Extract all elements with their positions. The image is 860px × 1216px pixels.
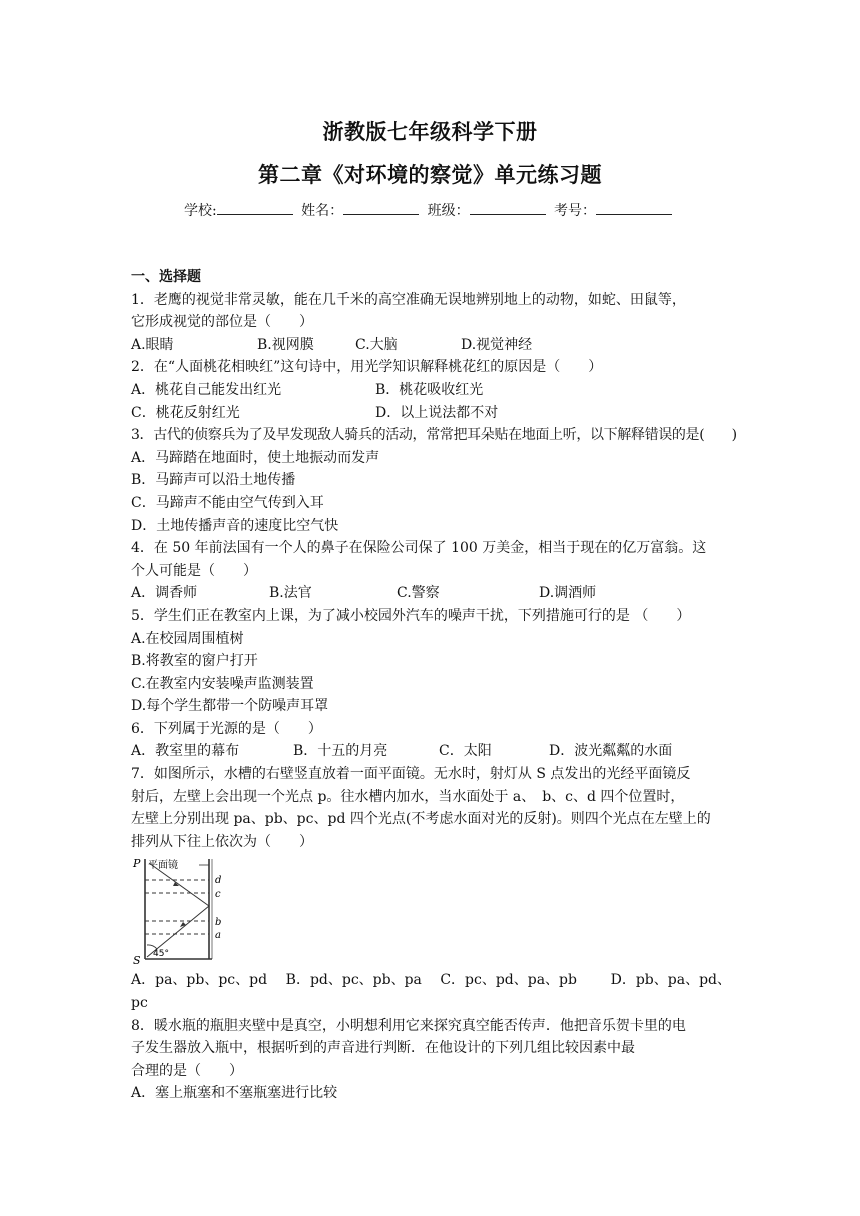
q7-options [131, 969, 731, 992]
label-angle: 45° [153, 949, 169, 960]
q8-option-a[interactable]: A．塞上瓶塞和不塞瓶塞进行比较 [131, 1085, 338, 1102]
q2-option-c[interactable]: C．桃花反射红光 [131, 404, 240, 421]
class-blank[interactable] [470, 200, 546, 215]
q1-option-b[interactable]: B.视网膜 [257, 336, 314, 353]
q1-options [131, 334, 731, 357]
water-tank-diagram [131, 855, 231, 965]
q7-stem-line3: 左壁上分别出现 pa、pb、pc、pd 四个光点(不考虑水面对光的反射)。则四个光点在左壁上的 [131, 811, 711, 828]
q6-stem: 6．下列属于光源的是（ ） [131, 720, 322, 737]
q4-stem-line1: 4．在 50 年前法国有一个人的鼻子在保险公司保了 100 万美金，相当于现在的亿万富翁。这 [131, 540, 707, 557]
student-info-line [0, 200, 860, 220]
q3-option-a[interactable]: A．马蹄踏在地面时，使土地振动而发声 [131, 449, 380, 466]
q6-options [131, 740, 731, 763]
page-title: 浙教版七年级科学下册 [322, 120, 538, 144]
q1-option-a[interactable]: A.眼睛 [131, 336, 174, 353]
name-label: 姓名： [301, 203, 344, 219]
q1-option-d[interactable]: D.视觉神经 [461, 336, 533, 353]
label-a: a [215, 930, 221, 942]
q7-option-c[interactable]: C．pc、pd、pa、pb [440, 972, 577, 989]
q2-stem: 2．在“人面桃花相映红”这句诗中，用光学知识解释桃花红的原因是（ ） [131, 359, 603, 376]
q2-options-row1 [131, 379, 731, 402]
q2-option-d[interactable]: D．以上说法都不对 [375, 404, 499, 421]
q7-option-b[interactable]: B．pd、pc、pb、pa [285, 972, 422, 989]
q7-option-d-wrap: pc [131, 995, 148, 1012]
q4-option-b[interactable]: B.法官 [269, 585, 312, 602]
q8-stem-line3: 合理的是（ ） [131, 1062, 243, 1079]
q4-stem-line2: 个人可能是（ ） [131, 562, 257, 579]
q4-option-d[interactable]: D.调酒师 [539, 585, 597, 602]
q1-option-c[interactable]: C.大脑 [355, 336, 398, 353]
q8-stem-line1: 8．暖水瓶的瓶胆夹壁中是真空，小明想利用它来探究真空能否传声．他把音乐贺卡里的电 [131, 1017, 686, 1034]
question-list [131, 266, 737, 1105]
class-label: 班级： [427, 203, 470, 219]
q6-option-a[interactable]: A．教室里的幕布 [131, 743, 240, 760]
label-p: P [133, 857, 141, 871]
q5-stem: 5．学生们正在教室内上课，为了减小校园外汽车的噪声干扰，下列措施可行的是 （ ） [131, 607, 691, 624]
q4-options [131, 582, 731, 605]
q7-option-d[interactable]: D．pb、pa、pd、 [610, 972, 732, 989]
name-blank[interactable] [343, 200, 419, 215]
q6-option-c[interactable]: C．太阳 [439, 743, 492, 760]
q7-stem-line4: 排列从下往上依次为（ ） [131, 833, 313, 850]
school-blank[interactable] [217, 200, 293, 215]
q5-option-a[interactable]: A.在校园周围植树 [131, 630, 244, 647]
q5-option-d[interactable]: D.每个学生都带一个防噪声耳罩 [131, 698, 329, 715]
label-c: c [215, 889, 221, 901]
q8-stem-line2: 子发生器放入瓶中，根据听到的声音进行判断．在他设计的下列几组比较因素中最 [131, 1040, 635, 1057]
q3-option-d[interactable]: D．土地传播声音的速度比空气快 [131, 517, 339, 534]
q3-stem: 3．古代的侦察兵为了及早发现敌人骑兵的活动，常常把耳朵贴在地面上听，以下解释错误的是( ) [131, 427, 737, 444]
q6-option-d[interactable]: D．波光粼粼的水面 [549, 743, 673, 760]
page-subtitle: 第二章《对环境的察觉》单元练习题 [258, 163, 602, 187]
label-mirror: 平面镜 [148, 860, 178, 872]
exam-number-blank[interactable] [596, 200, 672, 215]
q7-stem-line1: 7．如图所示，水槽的右壁竖直放着一面平面镜。无水时，射灯从 S 点发出的光经平面镜反 [131, 766, 691, 783]
label-s: S [133, 954, 141, 966]
exam-number-label: 考号： [554, 203, 597, 219]
q1-stem-line2: 它形成视觉的部位是（ ） [131, 314, 313, 331]
label-d: d [215, 875, 222, 887]
q2-options-row2 [131, 402, 731, 425]
q7-option-a[interactable]: A．pa、pb、pc、pd [131, 972, 268, 989]
q2-option-b[interactable]: B．桃花吸收红光 [375, 381, 484, 398]
q3-option-c[interactable]: C．马蹄声不能由空气传到入耳 [131, 494, 324, 511]
section-heading: 一、选择题 [131, 269, 201, 285]
q2-option-a[interactable]: A．桃花自己能发出红光 [131, 381, 282, 398]
school-label: 学校: [183, 203, 217, 219]
q4-option-a[interactable]: A．调香师 [131, 585, 198, 602]
q7-stem-line2: 射后，左壁上会出现一个光点 p。往水槽内加水，当水面处于 a、 b、c、d 四个位置时， [131, 788, 685, 805]
q6-option-b[interactable]: B．十五的月亮 [293, 743, 388, 760]
q5-option-c[interactable]: C.在教室内安装噪声监测装置 [131, 675, 314, 692]
q1-stem-line1: 1．老鹰的视觉非常灵敏，能在几千米的高空准确无误地辨别地上的动物，如蛇、田鼠等， [131, 291, 686, 308]
q7-figure [131, 855, 731, 965]
q5-option-b[interactable]: B.将教室的窗户打开 [131, 653, 258, 670]
q3-option-b[interactable]: B．马蹄声可以沿土地传播 [131, 472, 296, 489]
label-b: b [215, 917, 222, 929]
q4-option-c[interactable]: C.警察 [397, 585, 440, 602]
